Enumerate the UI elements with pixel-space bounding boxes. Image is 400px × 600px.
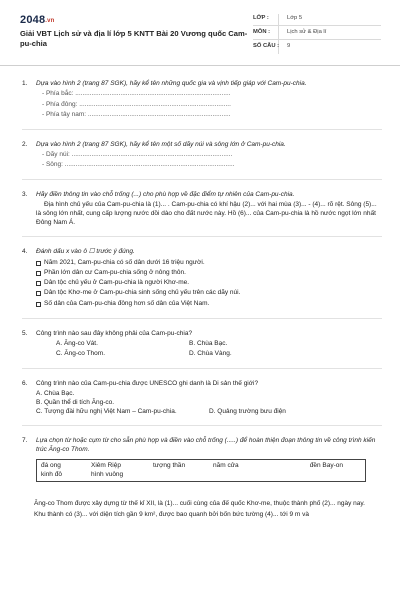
- checkbox-item[interactable]: [22, 259, 382, 268]
- checkbox-item[interactable]: [22, 269, 382, 278]
- question-number: 5.: [22, 329, 28, 337]
- logo-text: 2048: [20, 14, 46, 26]
- info-box: [253, 12, 381, 54]
- option-b[interactable]: B. Quần thể di tích Ăng-co.: [36, 398, 115, 406]
- checkbox-item[interactable]: [22, 289, 382, 298]
- option-d[interactable]: D. Chùa Vàng.: [189, 350, 232, 358]
- checkbox-item[interactable]: [22, 279, 382, 288]
- checkbox-label: Dân tộc Khơ-me ở Cam-pu-chia sinh sống chủ yếu trên các dãy núi.: [44, 289, 241, 297]
- question-number: 2.: [22, 140, 28, 148]
- question-6: [22, 380, 382, 417]
- info-value: Lịch sử & Địa lí: [287, 28, 327, 35]
- word-bank-item: hình vuông: [91, 470, 124, 478]
- question-prompt: Công trình nào của Cam-pu-chia được UNESCO ghi danh là Di sản thế giới?: [36, 379, 259, 387]
- word-bank: [36, 459, 366, 483]
- word-bank-row: [41, 471, 361, 480]
- divider: [22, 129, 382, 130]
- answer-line: - Dãy núi: .........................................................................................: [42, 150, 233, 158]
- info-row-class: [253, 12, 381, 26]
- question-7: [22, 437, 382, 519]
- option-a[interactable]: A. Ăng-co Vát.: [56, 339, 98, 347]
- question-prompt: Hãy điền thông tin vào chỗ trống (...) cho phù hợp về đặc điểm tự nhiên của Cam-pu-chia.: [36, 190, 295, 198]
- question-4: [22, 248, 382, 308]
- passage-paragraph: Ăng-co Thom được xây dựng từ thế kỉ XII, là (1)... cuối cùng của đế quốc Khơ-me, thuộc thành phố (2)... ngày nay.: [34, 500, 365, 508]
- checkbox[interactable]: [36, 291, 41, 296]
- question-3: [22, 191, 382, 228]
- question-5: [22, 330, 382, 359]
- question-1: [22, 80, 382, 120]
- passage-paragraph: Khu thành có (3)... với diện tích gần 9 km², được bao quanh bởi bốn bức tường (4)... tới 9 m và: [34, 510, 309, 518]
- checkbox-item[interactable]: [22, 300, 382, 309]
- divider: [22, 425, 382, 426]
- word-bank-item: kinh đô: [41, 470, 62, 478]
- answer-line: - Phía bắc: ......................................................................................: [42, 90, 231, 98]
- question-prompt: Công trình nào sau đây không phải của Cam-pu-chia?: [36, 329, 193, 337]
- word-bank-item: đền Bay-on: [309, 461, 343, 469]
- divider: [22, 236, 382, 237]
- word-bank-row: [41, 462, 361, 471]
- info-label: SỐ CÂU :: [253, 43, 280, 50]
- option-d[interactable]: D. Quảng trường bưu điện: [209, 407, 286, 415]
- answer-line: - Phía đông: ....................................................................................: [42, 100, 231, 108]
- word-bank-item: Xiêm Riệp: [91, 461, 121, 469]
- checkbox[interactable]: [36, 302, 41, 307]
- divider: [22, 318, 382, 319]
- answer-line: - Sông: ..............................................................................................: [42, 161, 235, 169]
- question-2: [22, 141, 382, 170]
- checkbox[interactable]: [36, 271, 41, 276]
- word-bank-item: năm cửa: [213, 461, 239, 469]
- options-row: [36, 408, 382, 417]
- checkbox[interactable]: [36, 281, 41, 286]
- page-header: [0, 0, 400, 66]
- info-value: Lớp 5: [287, 14, 303, 21]
- options-list: [22, 390, 382, 416]
- info-label: MÔN :: [253, 28, 271, 35]
- info-value: 9: [287, 43, 291, 50]
- question-body: Địa hình chủ yếu của Cam-pu-chia là (1)... . Cam-pu-chia có khí hậu (2)... với hai mùa (3)... - (4)... rõ rệt. Sông (5)... là sông lớn nhất, cung cấp lượng nước dồi dào cho đất nước này. Hồ (6)... của Cam-pu-chia là hồ nước ngọt lớn nhất Đông Nam Á.: [36, 201, 377, 226]
- question-prompt: Đánh dấu x vào ô ☐ trước ý đúng.: [36, 248, 135, 256]
- info-label: LỚP :: [253, 14, 269, 21]
- option-c[interactable]: C. Ăng-co Thom.: [56, 350, 106, 358]
- question-prompt: Lựa chọn từ hoặc cụm từ cho sẵn phù hợp và điền vào chỗ trống (.....) để hoàn thiện đoạn thông tin về công trình kiến trúc Ăng-co Thom.: [36, 437, 376, 454]
- document-title: Giải VBT Lịch sử và địa lí lớp 5 KNTT Bài 20 Vương quốc Cam-pu-chia: [20, 29, 248, 49]
- option-b[interactable]: B. Chùa Bạc.: [189, 339, 228, 347]
- passage: [22, 500, 382, 519]
- options-grid: [22, 340, 382, 359]
- question-number: 4.: [22, 248, 28, 256]
- checkbox-label: Phần lớn dân cư Cam-pu-chia sống ở nông thôn.: [44, 268, 186, 276]
- question-number: 6.: [22, 379, 28, 387]
- divider: [22, 368, 382, 369]
- option-c[interactable]: C. Tượng đài hữu nghị Việt Nam – Cam-pu-chia.: [36, 407, 177, 415]
- question-prompt: Dựa vào hình 2 (trang 87 SGK), hãy kể tên những quốc gia và vịnh tiếp giáp với Cam-pu-chia.: [36, 80, 307, 87]
- word-bank-item: tượng thần: [153, 461, 186, 469]
- checkbox-label: Số dân của Cam-pu-chia đông hơn số dân của Việt Nam.: [44, 299, 210, 307]
- checkbox-label: Năm 2021, Cam-pu-chia có số dân dưới 16 triệu người.: [44, 258, 205, 266]
- option-a[interactable]: A. Chùa Bạc.: [36, 390, 75, 398]
- question-number: 1.: [22, 80, 28, 87]
- info-row-count: [253, 40, 381, 54]
- answer-line: - Phía tây nam: ...............................................................................: [42, 110, 231, 118]
- logo-suffix: .vn: [45, 18, 55, 24]
- question-prompt: Dựa vào hình 2 (trang 87 SGK), hãy kể tên một số dãy núi và sông lớn ở Cam-pu-chia.: [36, 140, 286, 148]
- question-number: 3.: [22, 190, 28, 198]
- checkbox-label: Dân tộc chủ yếu ở Cam-pu-chia là người Khơ-me.: [44, 279, 190, 287]
- worksheet-content: [22, 80, 382, 528]
- site-logo[interactable]: [20, 13, 55, 28]
- divider: [22, 179, 382, 180]
- word-bank-item: đá ong: [41, 461, 61, 469]
- info-row-subject: [253, 26, 381, 40]
- question-number: 7.: [22, 437, 28, 445]
- checkbox[interactable]: [36, 261, 41, 266]
